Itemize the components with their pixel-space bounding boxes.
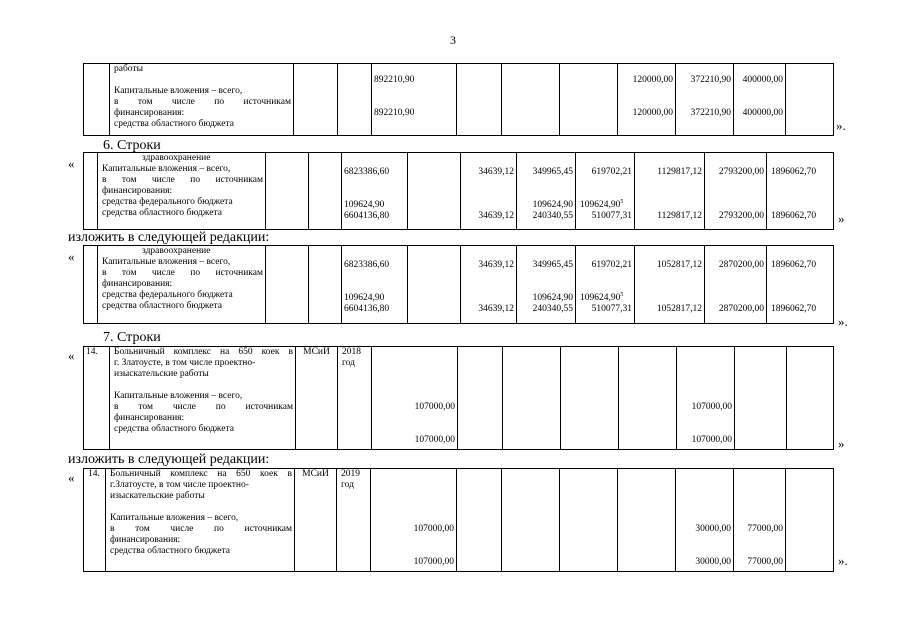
close-quote: ». (836, 118, 846, 133)
value-cell: 120000,00 120000,00 (618, 64, 676, 136)
value-cell: 2793200,00 2793200,00 (705, 153, 767, 230)
value-cell: 30000,00 30000,00 (676, 469, 734, 572)
table-hospital-new (83, 468, 834, 572)
page-number: 3 (450, 33, 456, 47)
value-cell: 1129817,12 1129817,12 (635, 153, 705, 230)
total-cell: 6823386,60 109624,90 6604136,80 (342, 246, 408, 324)
value-cell: 107000,00 107000,00 (677, 347, 735, 450)
value-cell: 349965,45 109624,90 240340,55 (517, 153, 576, 230)
open-quote: « (68, 470, 75, 485)
open-quote: « (68, 348, 75, 363)
value-cell: 400000,00 400000,00 (734, 64, 786, 136)
section-heading: 6. Строки (103, 138, 161, 153)
value-cell: 349965,45 109624,90 240340,55 (517, 246, 576, 324)
value-cell: 34639,12 34639,12 (461, 153, 517, 230)
value-cell: 1896062,70 1896062,70 (767, 153, 834, 230)
total-cell: 892210,90 892210,90 (372, 64, 457, 136)
object-description: Больничный комплекс на 650 коек в г.Златоусте, в том числе проектно- изыскательские работы Капитальные вложения – всего, в том числе по источникам финансирования: средства областного бюджета (106, 469, 295, 572)
table-health-new (83, 245, 834, 324)
close-quote: » (838, 436, 845, 451)
close-quote: ». (838, 314, 848, 329)
total-cell: 107000,00 107000,00 (371, 469, 457, 572)
value-cell: 2870200,00 2870200,00 (705, 246, 767, 324)
table-hospital-old (83, 346, 834, 450)
object-description: здравоохранение Капитальные вложения – всего, в том числе по источникам финансирования: средства федерального бюджета средства областного бюджета (98, 246, 266, 324)
object-description: здравоохранение Капитальные вложения – всего, в том числе по источникам финансирования: средства федерального бюджета средства областного бюджета (98, 153, 266, 230)
year-cell: 2019 год (337, 469, 371, 572)
open-quote: « (68, 156, 75, 171)
section-heading: изложить в следующей редакции: (68, 230, 270, 245)
object-description: работы Капитальные вложения – всего, в том числе по источникам финансирования: средства областного бюджета (110, 64, 294, 136)
section-heading: 7. Строки (103, 330, 161, 345)
value-cell: 619702,21 109624,90$^5$ 510077,31 (576, 246, 635, 324)
row-number: 14. (84, 469, 106, 572)
value-cell: 619702,21 109624,90$^5$ 510077,31 (576, 153, 635, 230)
close-quote: » (838, 211, 845, 226)
year-cell: 2018 год (338, 347, 372, 450)
row-number: 14. (84, 347, 110, 450)
section-heading: изложить в следующей редакции: (68, 452, 270, 467)
value-cell: 34639,12 34639,12 (461, 246, 517, 324)
object-description: Больничный комплекс на 650 коек в г. Златоусте, в том числе проектно- изыскательские работы Капитальные вложения – всего, в том числе по источникам финансирования: средства областного бюджета (110, 347, 296, 450)
value-cell: 1896062,70 1896062,70 (767, 246, 834, 324)
value-cell: 372210,90 372210,90 (676, 64, 734, 136)
close-quote: ». (838, 553, 848, 568)
open-quote: « (68, 249, 75, 264)
value-cell: 1052817,12 1052817,12 (635, 246, 705, 324)
organization-cell: МСиИ (295, 469, 337, 572)
table-continuation (83, 63, 834, 136)
total-cell: 107000,00 107000,00 (372, 347, 458, 450)
table-health-old (83, 152, 834, 230)
total-cell: 6823386,60 109624,90 6604136,80 (342, 153, 408, 230)
value-cell: 77000,00 77000,00 (734, 469, 786, 572)
organization-cell: МСиИ (296, 347, 338, 450)
